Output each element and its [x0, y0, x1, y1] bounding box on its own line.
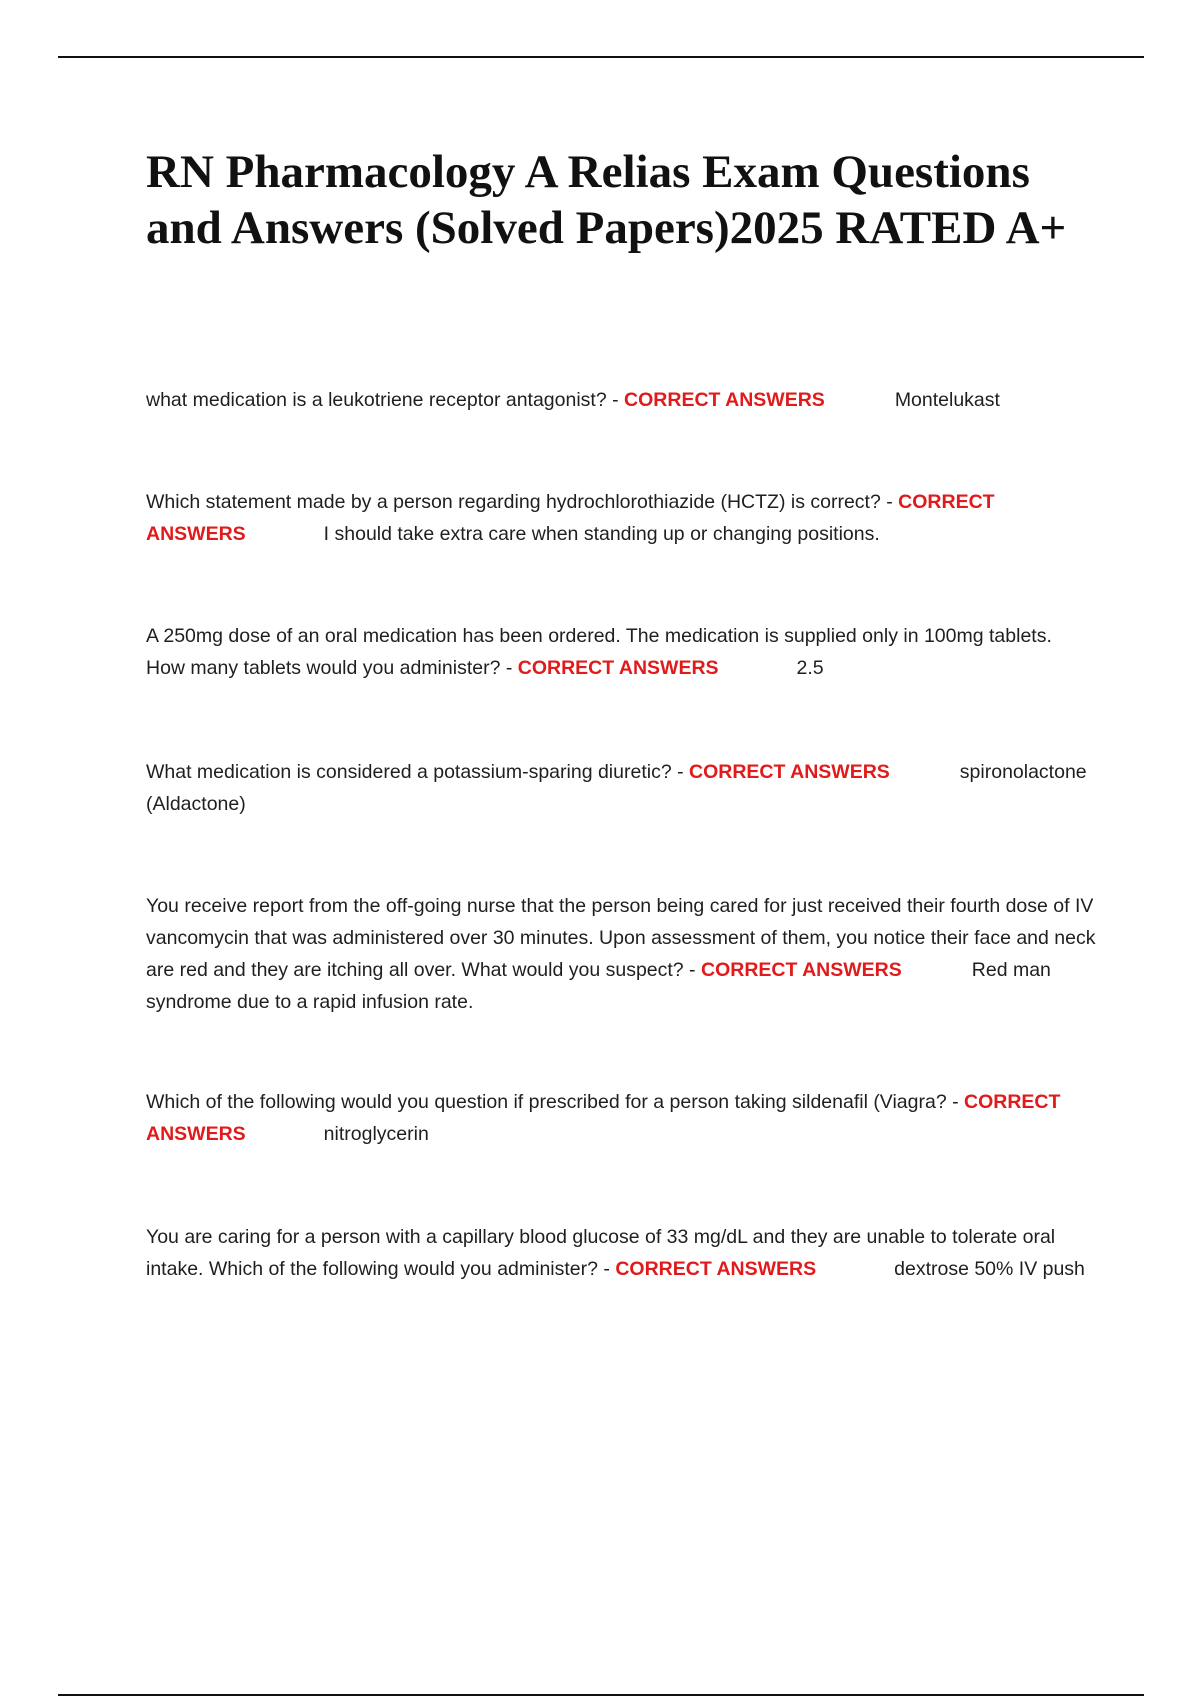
separator: - [598, 1258, 616, 1280]
header-rule [58, 56, 1144, 58]
separator: - [683, 959, 701, 981]
separator: - [946, 1091, 965, 1113]
question-text: Which of the following would you question if prescribed for a person taking sildenafil (Viagra? [146, 1091, 947, 1113]
answer-text: nitroglycerin [323, 1123, 429, 1145]
question-text: Which statement made by a person regarding hydrochlorothiazide (HCTZ) is correct? [146, 491, 881, 513]
qa-item-5 [146, 890, 1096, 1018]
footer-rule [58, 1694, 1144, 1696]
qa-item-3 [146, 620, 1096, 684]
correct-answers-label: CORRECT ANSWERS [517, 657, 719, 679]
correct-answers-label: CORRECT ANSWERS [615, 1258, 817, 1280]
correct-answers-label: CORRECT ANSWERS [146, 1091, 1061, 1145]
qa-item-1 [146, 384, 1096, 416]
correct-answers-label: CORRECT ANSWERS [146, 491, 995, 545]
correct-answers-label: CORRECT ANSWERS [624, 389, 825, 411]
question-text: What medication is considered a potassium-sparing diuretic? [146, 761, 672, 783]
qa-item-6 [146, 1086, 1096, 1150]
question-text: what medication is a leukotriene receptor antagonist? [146, 389, 607, 411]
answer-text: dextrose 50% IV push [894, 1258, 1085, 1280]
answer-text: I should take extra care when standing up or changing positions. [323, 523, 880, 545]
correct-answers-label: CORRECT ANSWERS [700, 959, 902, 981]
answer-text: Red man syndrome due to a rapid infusion rate. [146, 959, 1051, 1013]
separator: - [606, 389, 625, 411]
document-title: RN Pharmacology A Relias Exam Questions and Answers (Solved Papers)2025 RATED A+ [146, 146, 1067, 254]
answer-text: spironolactone (Aldactone) [146, 761, 1087, 815]
question-text: A 250mg dose of an oral medication has been ordered. The medication is supplied only in 100mg tablets. How many tablets would you administer? [146, 625, 1052, 679]
correct-answers-label: CORRECT ANSWERS [689, 761, 890, 783]
separator: - [500, 657, 518, 679]
answer-text: 2.5 [796, 657, 824, 679]
qa-item-4 [146, 756, 1096, 820]
question-text: You are caring for a person with a capillary blood glucose of 33 mg/dL and they are unable to tolerate oral intake. Which of the following would you administer? [146, 1226, 1056, 1280]
answer-text: Montelukast [894, 389, 1000, 411]
separator: - [671, 761, 690, 783]
question-text: You receive report from the off-going nurse that the person being cared for just received their fourth dose of IV vancomycin that was administered over 30 minutes. Upon assessment of them, you notice their face and neck are red and they are itching all over. What would you suspect? [146, 895, 1096, 981]
separator: - [880, 491, 899, 513]
qa-item-2 [146, 486, 1096, 550]
qa-item-7 [146, 1221, 1096, 1285]
